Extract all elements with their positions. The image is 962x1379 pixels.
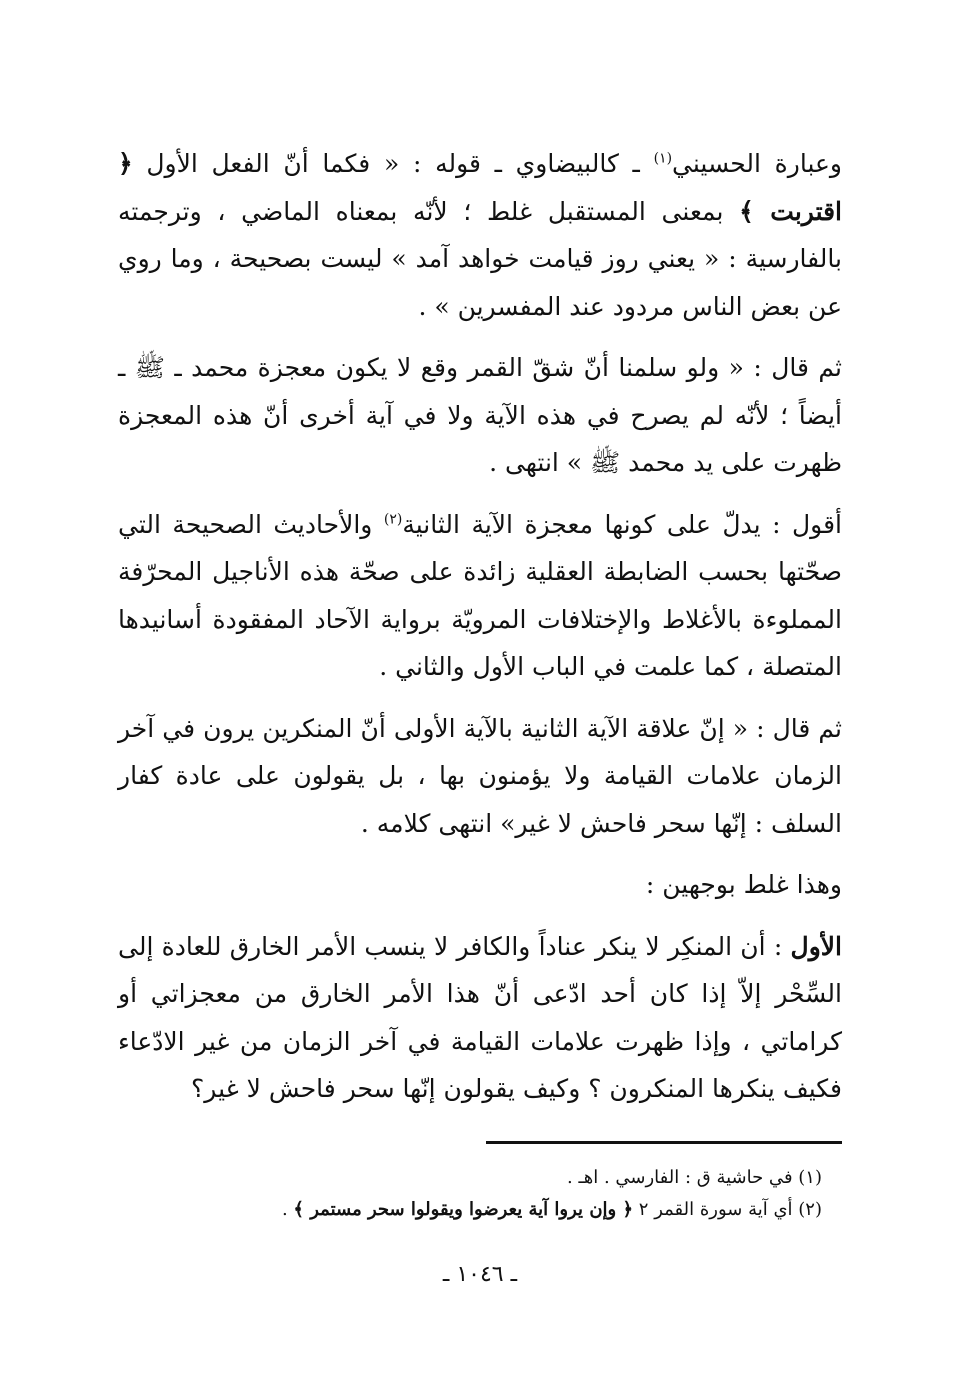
paragraph-2: ثم قال : « ولو سلمنا أنّ شقّ القمر وقع لا يكون معجزة محمد ـ ﷺ ـ أيضاً ؛ لأنّه لم يصرح في هذه الآية ولا في آية أخرى أنّ هذه المعجزة ظهرت على يد محمد ﷺ » انتهى . <box>118 353 842 477</box>
footnotes <box>130 1162 822 1226</box>
footnote-ref-2: (٢) <box>383 511 403 528</box>
footnote-ref-1: (١) <box>653 150 673 167</box>
footnote-divider <box>486 1141 842 1144</box>
paragraph-3-end: والأحاديث الصحيحة التي صحّتها بحسب الضابطة العقلية زائدة على صحّة هذه الأناجيل المحرّفة المملوءة بالأغلاط والإختلافات المرويّة برواية الآحاد المفقودة أسانيدها المتصلة ، كما علمت في الباب الأول والثاني . <box>118 509 842 681</box>
paragraph-1-end: بمعنى المستقبل غلط ؛ لأنّه بمعناه الماضي ، وترجمته بالفارسية : « يعني روز قيامت خواهد آمد » ليست بصحيحة ، وما روي عن بعض الناس مردود عند المفسرين » . <box>118 196 842 321</box>
paragraph-3-start: أقول : يدلّ على كونها معجزة الآية الثانية <box>402 509 842 539</box>
paragraph-6-body: : أن المنكِر لا ينكر عناداً والكافر لا ينسب الأمر الخارق للعادة إلى السِّحْر إلاّ إذا كان أحد ادّعى أنّ هذا الأمر الخارق من معجزاتي أو كراماتي ، وإذا ظهرت علامات القيامة في آخر الزمان من غير الادّعاء فكيف ينكرها المنكرون ؟ وكيف يقولون إنّها سحر فاحش لا غير؟ <box>118 931 842 1103</box>
quran-quote-iqtarabat: ﴿ اقتربت ﴾ <box>118 149 843 226</box>
footnote-1: (١) في حاشية ق : الفارسي . اهـ . <box>567 1167 822 1188</box>
paragraph-1-start: وعبارة الحسيني <box>672 149 842 178</box>
paragraph-5: وهذا غلط بوجهين : <box>645 870 842 899</box>
paragraph-4: ثم قال : « إنّ علاقة الآية الثانية بالآية الأولى أنّ المنكرين يرون في آخر الزمان علامات القيامة ولا يؤمنون بها ، بل يقولون على عادة كفار السلف : إنّها سحر فاحش لا غير» انتهى كلامه . <box>118 713 842 838</box>
footnote-2-quote: ﴿ وإن يروا آية يعرضوا ويقولوا سحر مستمر ﴾ <box>293 1199 634 1220</box>
footnote-2 <box>130 1194 822 1226</box>
first-point-heading: الأول <box>790 931 842 961</box>
paragraph-6 <box>118 923 842 1113</box>
main-text <box>118 140 842 1127</box>
footnote-2-prefix: (٢) أي آية سورة القمر ٢ <box>633 1199 822 1220</box>
paragraph-3 <box>118 501 842 691</box>
page-number: ـ ١٠٤٦ ـ <box>442 1262 518 1287</box>
paragraph-1 <box>118 140 842 330</box>
paragraph-1-mid: ـ كالبيضاوي ـ قوله : « فكما أنّ الفعل الأول <box>132 149 654 178</box>
footnote-2-suffix: . <box>281 1199 294 1220</box>
